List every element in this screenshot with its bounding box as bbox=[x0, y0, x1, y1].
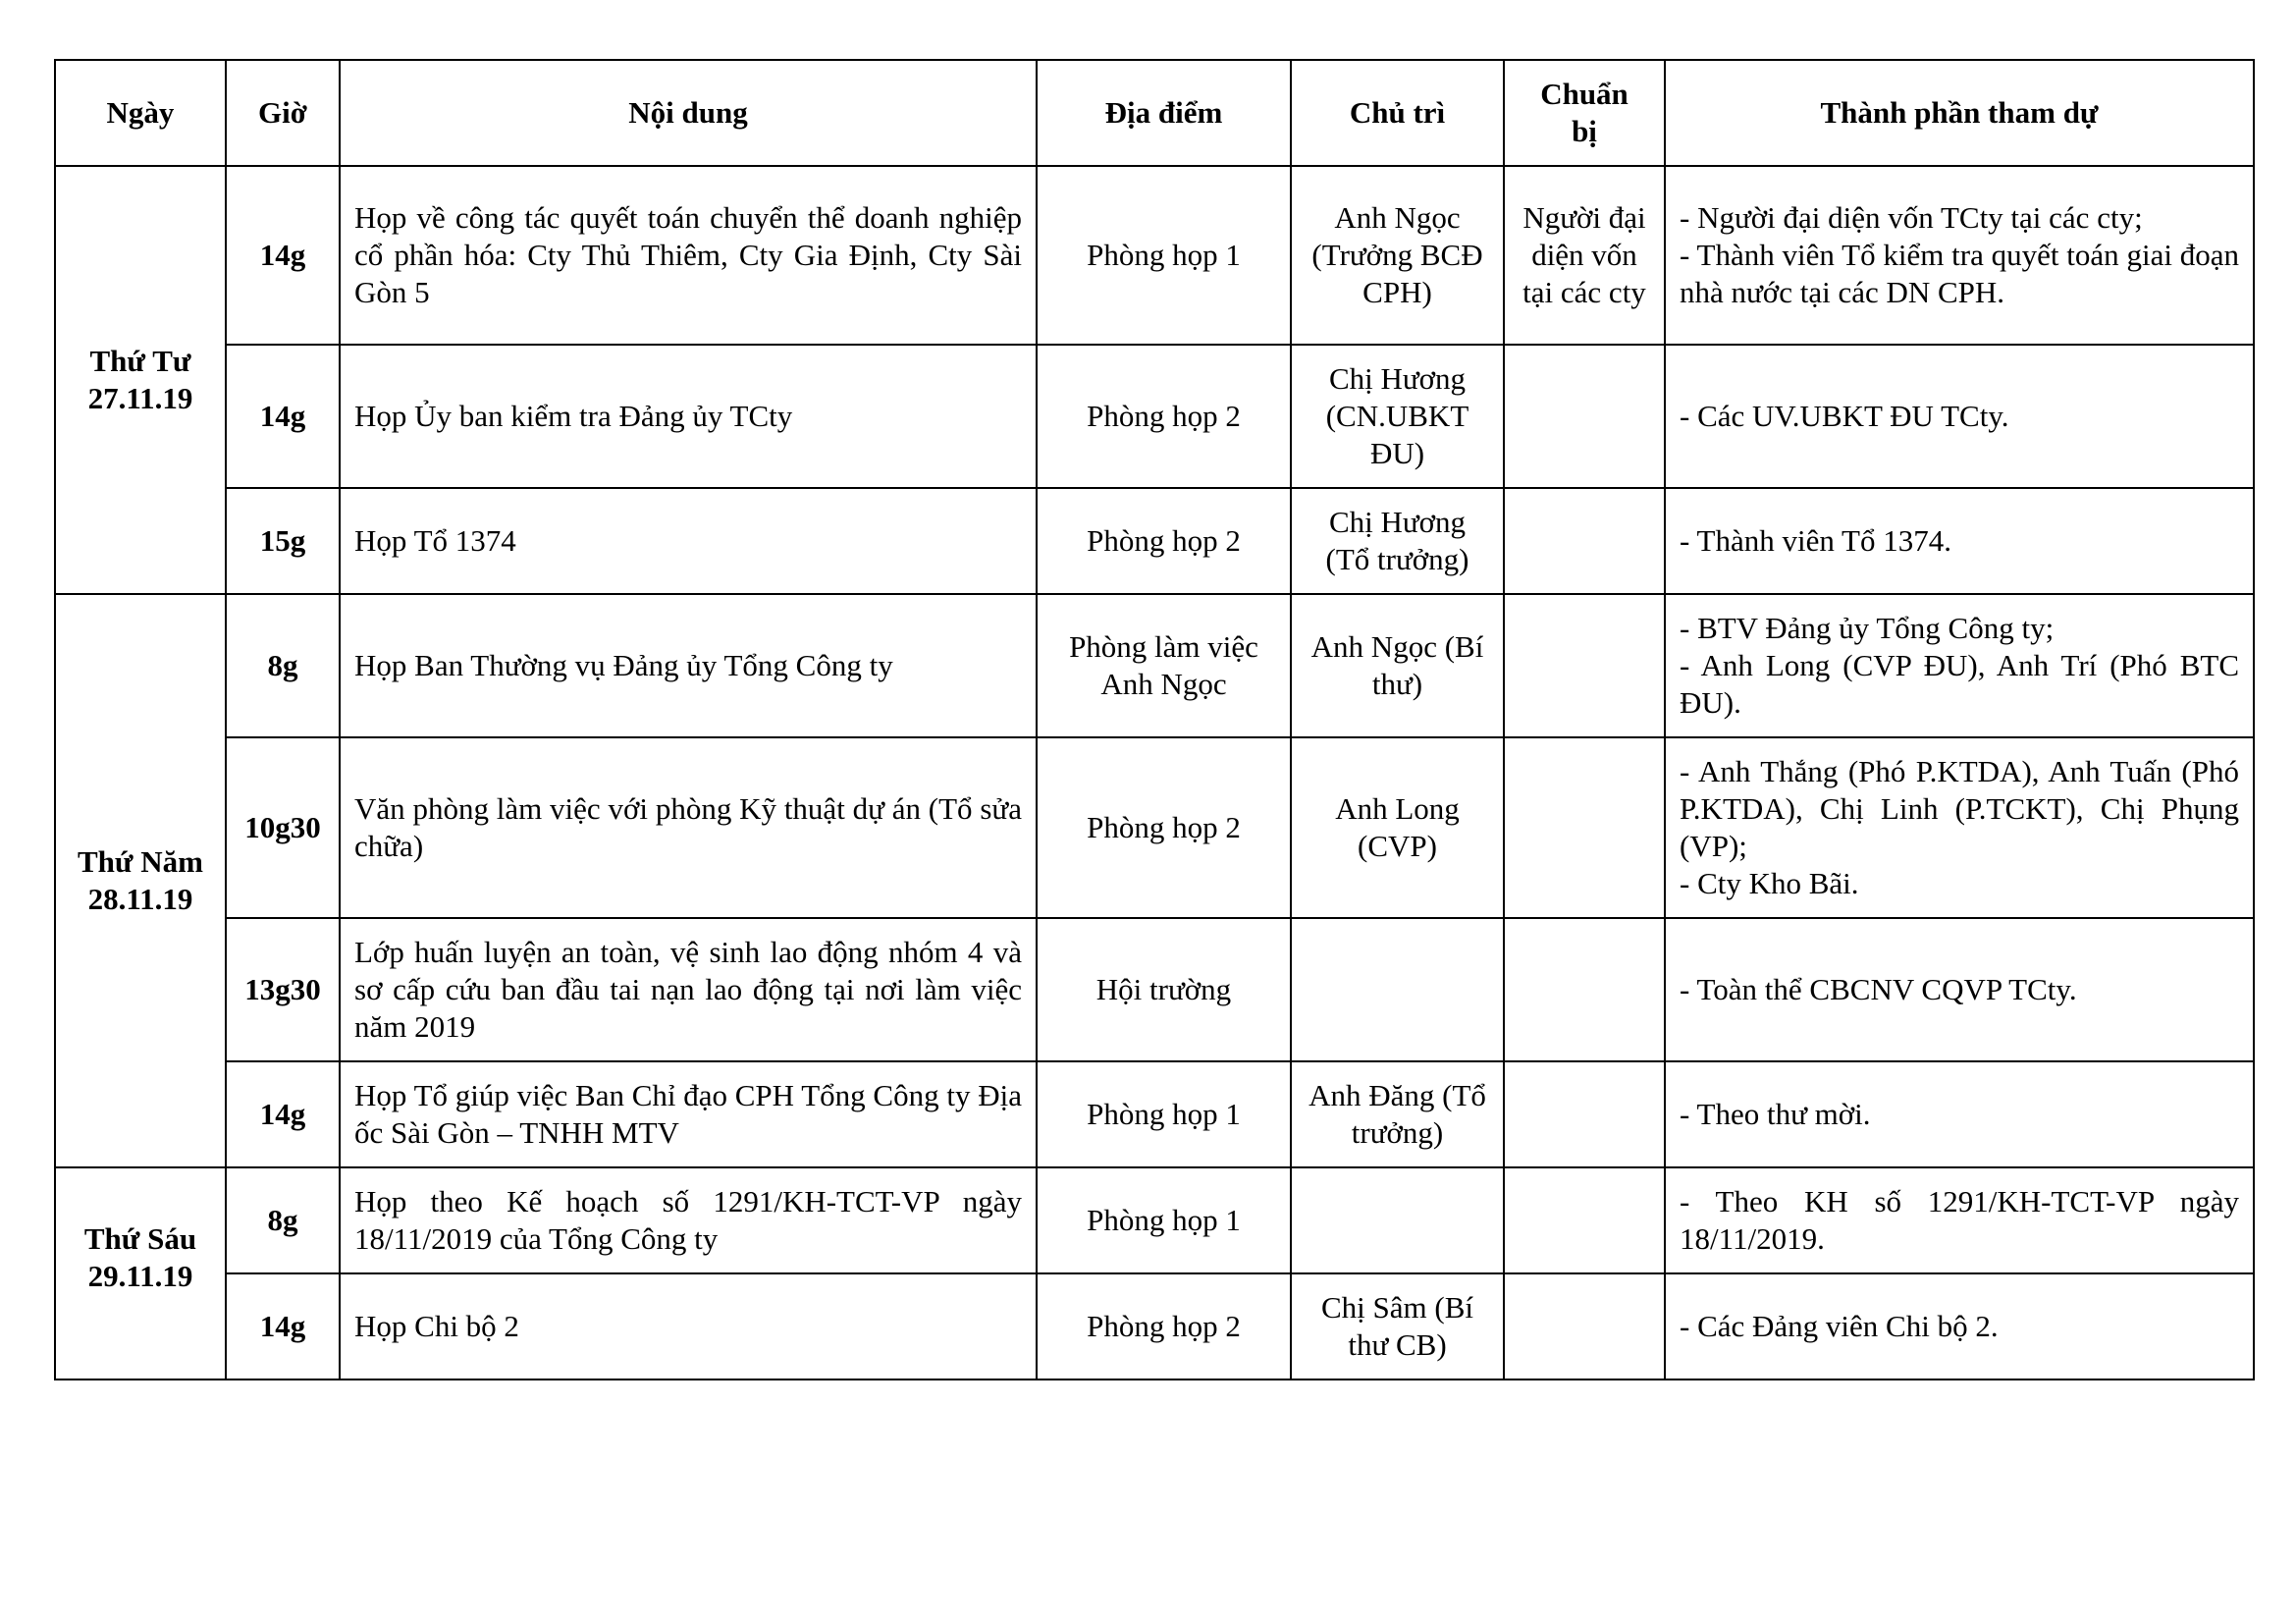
content-cell: Họp theo Kế hoạch số 1291/KH-TCT-VP ngày 18/11/2019 của Tổng Công ty bbox=[340, 1167, 1037, 1273]
attendees-cell bbox=[1665, 1061, 2254, 1167]
chair-cell: Anh Long (CVP) bbox=[1291, 737, 1504, 918]
attendees-cell bbox=[1665, 488, 2254, 594]
time-cell: 14g bbox=[226, 1061, 340, 1167]
chair-cell: Anh Ngọc (Bí thư) bbox=[1291, 594, 1504, 737]
table-row bbox=[55, 166, 2254, 345]
location-cell: Hội trường bbox=[1037, 918, 1291, 1061]
header-prep: Chuẩn bị bbox=[1504, 60, 1665, 166]
attendee-line: - Người đại diện vốn TCty tại các cty; bbox=[1680, 200, 2143, 235]
header-day: Ngày bbox=[55, 60, 226, 166]
attendee-line: - Thành viên Tổ kiểm tra quyết toán giai đoạn nhà nước tại các DN CPH. bbox=[1680, 238, 2239, 309]
prep-cell bbox=[1504, 737, 1665, 918]
chair-cell: Chị Hương (Tổ trưởng) bbox=[1291, 488, 1504, 594]
location-cell: Phòng họp 2 bbox=[1037, 488, 1291, 594]
location-cell: Phòng họp 1 bbox=[1037, 1167, 1291, 1273]
content-cell: Họp Tổ giúp việc Ban Chỉ đạo CPH Tổng Công ty Địa ốc Sài Gòn – TNHH MTV bbox=[340, 1061, 1037, 1167]
attendee-line: - Anh Long (CVP ĐU), Anh Trí (Phó BTC ĐU). bbox=[1680, 648, 2239, 720]
attendees-cell bbox=[1665, 737, 2254, 918]
prep-cell bbox=[1504, 1061, 1665, 1167]
attendees-cell bbox=[1665, 166, 2254, 345]
attendee-line: - Các UV.UBKT ĐU TCty. bbox=[1680, 399, 2009, 433]
table-row bbox=[55, 345, 2254, 488]
time-cell: 8g bbox=[226, 1167, 340, 1273]
time-cell: 14g bbox=[226, 345, 340, 488]
chair-cell bbox=[1291, 918, 1504, 1061]
table-row bbox=[55, 918, 2254, 1061]
prep-cell bbox=[1504, 488, 1665, 594]
header-content: Nội dung bbox=[340, 60, 1037, 166]
attendees-cell bbox=[1665, 1167, 2254, 1273]
chair-cell bbox=[1291, 1167, 1504, 1273]
day-cell bbox=[55, 594, 226, 1167]
day-label: Thứ Tư 27.11.19 bbox=[87, 344, 193, 415]
attendees-cell bbox=[1665, 1273, 2254, 1380]
attendee-line: - Cty Kho Bãi. bbox=[1680, 866, 1859, 900]
content-cell: Văn phòng làm việc với phòng Kỹ thuật dự án (Tổ sửa chữa) bbox=[340, 737, 1037, 918]
prep-cell bbox=[1504, 345, 1665, 488]
attendee-line: - Theo KH số 1291/KH-TCT-VP ngày 18/11/2019. bbox=[1680, 1184, 2239, 1256]
table-row bbox=[55, 1061, 2254, 1167]
table-body bbox=[55, 166, 2254, 1380]
header-time: Giờ bbox=[226, 60, 340, 166]
attendee-line: - Thành viên Tổ 1374. bbox=[1680, 523, 1951, 558]
time-cell: 8g bbox=[226, 594, 340, 737]
prep-cell bbox=[1504, 1167, 1665, 1273]
location-cell: Phòng làm việc Anh Ngọc bbox=[1037, 594, 1291, 737]
prep-cell bbox=[1504, 594, 1665, 737]
header-attendees: Thành phần tham dự bbox=[1665, 60, 2254, 166]
time-cell: 14g bbox=[226, 166, 340, 345]
table-row bbox=[55, 488, 2254, 594]
table-row bbox=[55, 1167, 2254, 1273]
prep-cell bbox=[1504, 1273, 1665, 1380]
table-header bbox=[55, 60, 2254, 166]
day-label: Thứ Năm 28.11.19 bbox=[78, 844, 203, 916]
attendee-line: - Các Đảng viên Chi bộ 2. bbox=[1680, 1309, 1999, 1343]
day-label: Thứ Sáu 29.11.19 bbox=[83, 1221, 197, 1293]
header-row bbox=[55, 60, 2254, 166]
time-cell: 13g30 bbox=[226, 918, 340, 1061]
time-cell: 14g bbox=[226, 1273, 340, 1380]
attendees-cell bbox=[1665, 918, 2254, 1061]
attendees-cell bbox=[1665, 345, 2254, 488]
content-cell: Lớp huấn luyện an toàn, vệ sinh lao động nhóm 4 và sơ cấp cứu ban đầu tai nạn lao động tại nơi làm việc năm 2019 bbox=[340, 918, 1037, 1061]
table-row bbox=[55, 594, 2254, 737]
location-cell: Phòng họp 2 bbox=[1037, 1273, 1291, 1380]
attendee-line: - Anh Thắng (Phó P.KTDA), Anh Tuấn (Phó P.KTDA), Chị Linh (P.TCKT), Chị Phụng (VP); bbox=[1680, 754, 2239, 863]
location-cell: Phòng họp 1 bbox=[1037, 1061, 1291, 1167]
location-cell: Phòng họp 2 bbox=[1037, 737, 1291, 918]
attendee-line: - BTV Đảng ủy Tổng Công ty; bbox=[1680, 611, 2055, 645]
attendee-line: - Toàn thể CBCNV CQVP TCty. bbox=[1680, 972, 2077, 1006]
content-cell: Họp Ban Thường vụ Đảng ủy Tổng Công ty bbox=[340, 594, 1037, 737]
time-cell: 15g bbox=[226, 488, 340, 594]
content-cell: Họp Chi bộ 2 bbox=[340, 1273, 1037, 1380]
day-cell bbox=[55, 1167, 226, 1380]
day-cell bbox=[55, 166, 226, 594]
header-location: Địa điểm bbox=[1037, 60, 1291, 166]
weekly-schedule-table bbox=[54, 59, 2255, 1380]
location-cell: Phòng họp 2 bbox=[1037, 345, 1291, 488]
content-cell: Họp Tổ 1374 bbox=[340, 488, 1037, 594]
time-cell: 10g30 bbox=[226, 737, 340, 918]
table-row bbox=[55, 1273, 2254, 1380]
chair-cell: Chị Hương (CN.UBKT ĐU) bbox=[1291, 345, 1504, 488]
prep-cell: Người đại diện vốn tại các cty bbox=[1504, 166, 1665, 345]
attendees-cell bbox=[1665, 594, 2254, 737]
table-row bbox=[55, 737, 2254, 918]
location-cell: Phòng họp 1 bbox=[1037, 166, 1291, 345]
header-chair: Chủ trì bbox=[1291, 60, 1504, 166]
content-cell: Họp Ủy ban kiểm tra Đảng ủy TCty bbox=[340, 345, 1037, 488]
content-cell: Họp về công tác quyết toán chuyển thể doanh nghiệp cổ phần hóa: Cty Thủ Thiêm, Cty Gia Định, Cty Sài Gòn 5 bbox=[340, 166, 1037, 345]
chair-cell: Anh Ngọc (Trưởng BCĐ CPH) bbox=[1291, 166, 1504, 345]
prep-cell bbox=[1504, 918, 1665, 1061]
attendee-line: - Theo thư mời. bbox=[1680, 1097, 1871, 1131]
chair-cell: Chị Sâm (Bí thư CB) bbox=[1291, 1273, 1504, 1380]
chair-cell: Anh Đăng (Tổ trưởng) bbox=[1291, 1061, 1504, 1167]
